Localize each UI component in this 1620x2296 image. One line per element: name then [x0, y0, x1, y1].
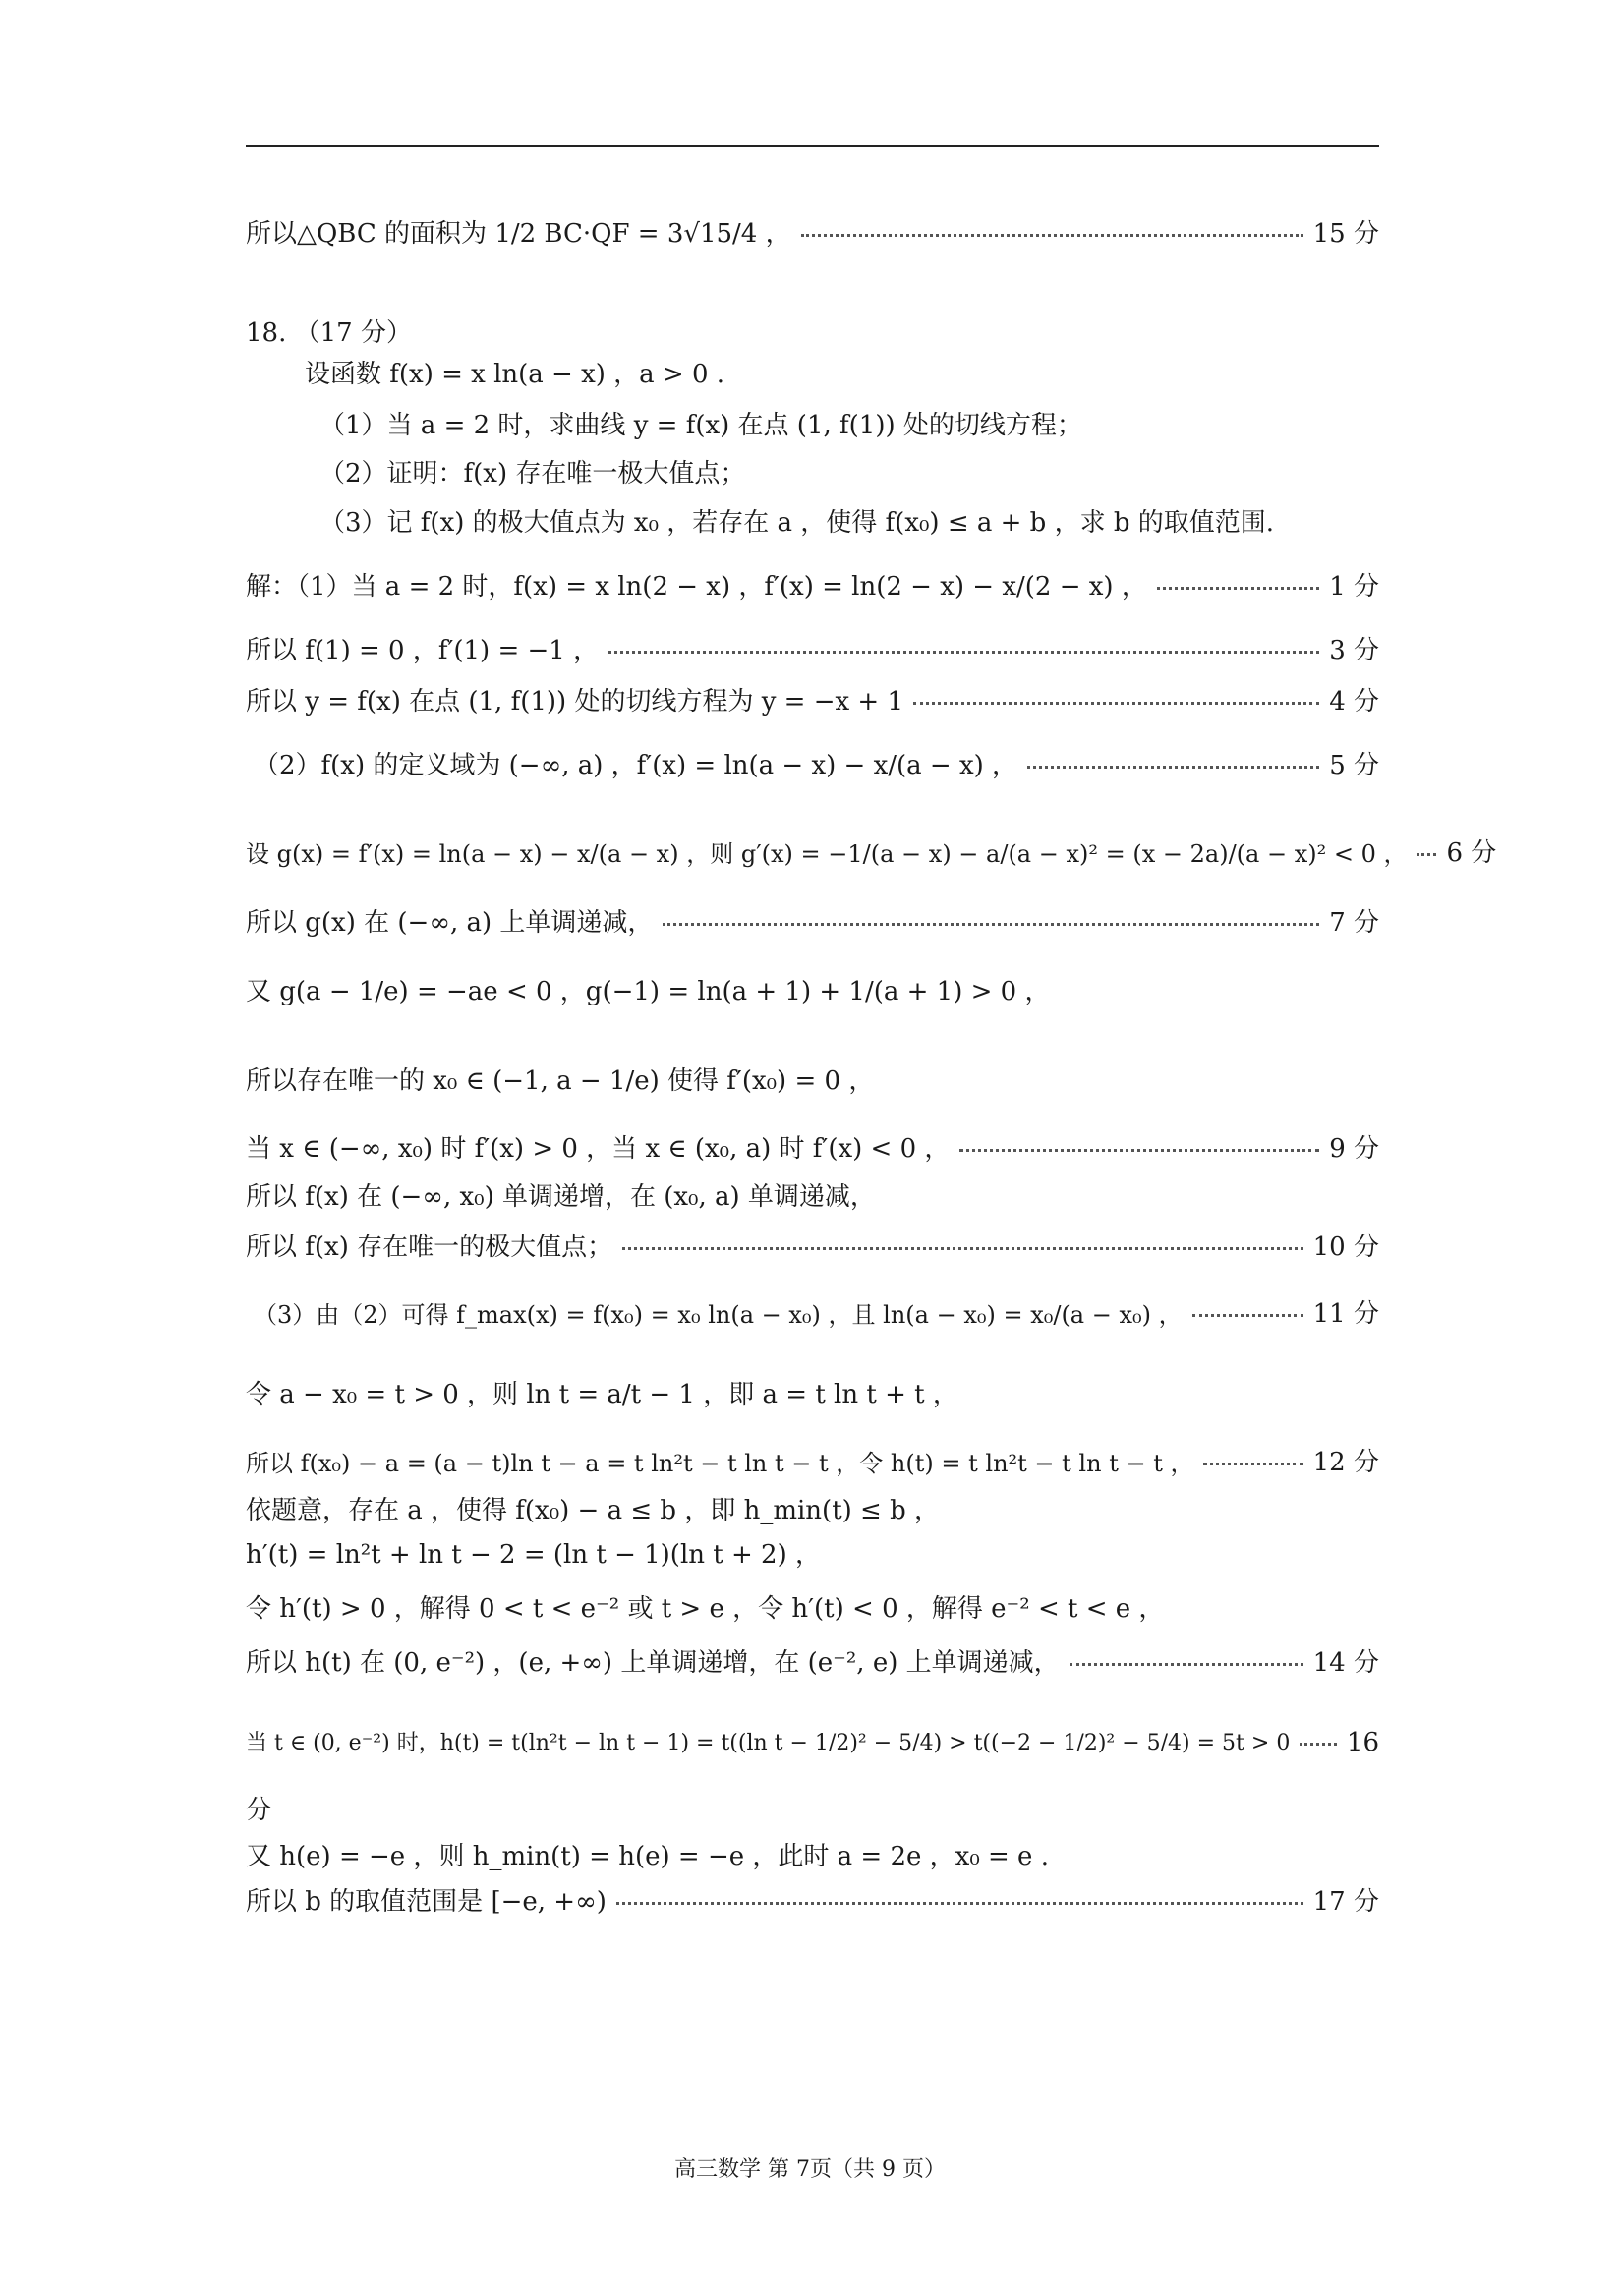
solution-line — [254, 1284, 1379, 1347]
score-label: 10 分 — [1312, 1233, 1379, 1263]
solution-line — [246, 961, 1379, 1024]
solution-line — [246, 1592, 1379, 1628]
solution-line — [246, 1538, 1379, 1574]
score-label: 14 分 — [1312, 1648, 1379, 1679]
solution-text: 所以 b 的取值范围是 [−e, +∞) — [246, 1887, 607, 1918]
solution-line — [246, 1704, 1379, 1783]
leader-dots — [913, 702, 1319, 705]
question-stem — [305, 358, 1379, 393]
solution-line — [254, 739, 1379, 794]
leader-dots — [663, 923, 1319, 926]
leader-dots — [1070, 1663, 1303, 1666]
score-label: 7 分 — [1329, 908, 1379, 939]
solution-text: 当 t ∈ (0, e⁻²) 时，h(t) = t(ln²t − ln t − 1) = t((ln t − 1/2)² − 5/4) > t((−2 − 1/2)² − 5/4) = 5t > 0 — [246, 1730, 1291, 1755]
score-label: 12 分 — [1312, 1448, 1379, 1478]
question-number: 18. （17 分） — [246, 318, 412, 349]
question-heading — [246, 317, 1379, 351]
solution-line — [246, 1446, 1379, 1481]
solution-text: 所以 y = f(x) 在点 (1, f(1)) 处的切线方程为 y = −x + 1 — [246, 687, 904, 718]
solution-line — [246, 906, 1379, 942]
solution-line — [246, 1048, 1379, 1117]
subquestion-text: （3）记 f(x) 的极大值点为 x₀ ，若存在 a ，使得 f(x₀) ≤ a + b ，求 b 的取值范围. — [319, 508, 1275, 539]
score-label: 15 分 — [1312, 219, 1379, 250]
score-label: 1 分 — [1329, 572, 1379, 603]
solution-text: 令 h′(t) > 0 ，解得 0 < t < e⁻² 或 t > e ，令 h′(t) < 0 ，解得 e⁻² < t < e ， — [246, 1594, 1165, 1625]
solution-line — [246, 1644, 1379, 1684]
leader-dots — [622, 1247, 1303, 1250]
solution-line — [246, 818, 1497, 890]
score-label: 6 分 — [1446, 838, 1497, 869]
leader-dots — [616, 1902, 1303, 1905]
subquestion-1 — [319, 409, 1379, 444]
leader-dots — [959, 1149, 1319, 1152]
score-label: 17 分 — [1312, 1887, 1379, 1918]
solution-text: 设 g(x) = f′(x) = ln(a − x) − x/(a − x) ，则 g′(x) = −1/(a − x) − a/(a − x)² = (x − 2a)/(a − x)² < 0 ， — [246, 839, 1408, 868]
solution-line — [246, 1794, 1379, 1829]
leader-dots — [801, 234, 1303, 237]
solution-text: 令 a − x₀ = t > 0 ，则 ln t = a/t − 1 ，即 a = t ln t + t ， — [246, 1380, 958, 1410]
solution-text: （3）由（2）可得 f_max(x) = f(x₀) = x₀ ln(a − x₀) ，且 ln(a − x₀) = x₀/(a − x₀) ， — [254, 1300, 1183, 1329]
score-label: 16 — [1346, 1728, 1379, 1758]
subquestion-text: （2）证明：f(x) 存在唯一极大值点； — [319, 459, 746, 489]
header-rule — [246, 145, 1379, 147]
leader-dots — [608, 651, 1319, 654]
solution-text: 所以 f(x₀) − a = (a − t)ln t − a = t ln²t − t ln t − t ，令 h(t) = t ln²t − t ln t − t ， — [246, 1449, 1194, 1477]
solution-text: 所以 h(t) 在 (0, e⁻²) ，(e, +∞) 上单调递增，在 (e⁻², e) 上单调递减， — [246, 1648, 1060, 1679]
solution-text: 分 — [246, 1796, 272, 1826]
leader-dots — [1192, 1314, 1303, 1317]
solution-text: 所以 g(x) 在 (−∞, a) 上单调递减， — [246, 908, 654, 939]
solution-text: 又 g(a − 1/e) = −ae < 0 ，g(−1) = ln(a + 1) + 1/(a + 1) > 0 ， — [246, 977, 1051, 1007]
leader-dots — [1300, 1743, 1337, 1746]
solution-line — [246, 634, 1379, 669]
solution-line — [246, 1180, 1379, 1216]
leader-dots — [1157, 587, 1319, 590]
subquestion-2 — [319, 457, 1379, 492]
stem-text: 设函数 f(x) = x ln(a − x) ，a > 0 . — [305, 360, 725, 390]
solution-text: 所以 f(x) 在 (−∞, x₀) 单调递增，在 (x₀, a) 单调递减， — [246, 1182, 876, 1213]
solution-text: 所以 f(1) = 0 ，f′(1) = −1 ， — [246, 636, 600, 666]
solution-text: 当 x ∈ (−∞, x₀) 时 f′(x) > 0 ，当 x ∈ (x₀, a) 时 f′(x) < 0 ， — [246, 1134, 951, 1165]
solution-line — [246, 1231, 1379, 1266]
page-footer: 高三数学 第 7页（共 9 页） — [674, 2157, 946, 2182]
leader-dots — [1417, 853, 1436, 856]
leader-dots — [1027, 766, 1319, 769]
score-label: 9 分 — [1329, 1134, 1379, 1165]
solution-text: 所以存在唯一的 x₀ ∈ (−1, a − 1/e) 使得 f′(x₀) = 0 ， — [246, 1066, 875, 1097]
solution-line — [246, 1366, 1379, 1425]
solution-line — [246, 685, 1379, 720]
score-label: 4 分 — [1329, 687, 1379, 718]
solution-text: （2）f(x) 的定义域为 (−∞, a) ，f′(x) = ln(a − x) − x/(a − x) ， — [254, 751, 1018, 781]
solution-text: 又 h(e) = −e ，则 h_min(t) = h(e) = −e ，此时 a = 2e ，x₀ = e . — [246, 1842, 1049, 1872]
solution-text: h′(t) = ln²t + ln t − 2 = (ln t − 1)(ln t + 2) ， — [246, 1540, 821, 1571]
solution-line — [246, 1885, 1379, 1921]
score-label: 3 分 — [1329, 636, 1379, 666]
solution-text: 所以 f(x) 存在唯一的极大值点； — [246, 1233, 613, 1263]
score-label: 11 分 — [1312, 1299, 1379, 1330]
subquestion-text: （1）当 a = 2 时，求曲线 y = f(x) 在点 (1, f(1)) 处的切线方程； — [319, 411, 1082, 441]
solution-line — [246, 1494, 1379, 1529]
subquestion-3 — [319, 506, 1379, 542]
solution-line — [246, 1840, 1379, 1875]
leader-dots — [1203, 1463, 1302, 1465]
text-line — [246, 202, 1379, 267]
solution-text: 依题意，存在 a ，使得 f(x₀) − a ≤ b ，即 h_min(t) ≤ b ， — [246, 1496, 941, 1526]
solution-line — [246, 560, 1379, 615]
solution-text: 解：（1）当 a = 2 时，f(x) = x ln(2 − x) ，f′(x) = ln(2 − x) − x/(2 − x) ， — [246, 572, 1147, 603]
solution-line — [246, 1132, 1379, 1168]
score-label: 5 分 — [1329, 751, 1379, 781]
math-line: 所以△QBC 的面积为 1/2 BC·QF = 3√15/4 ， — [246, 219, 791, 250]
